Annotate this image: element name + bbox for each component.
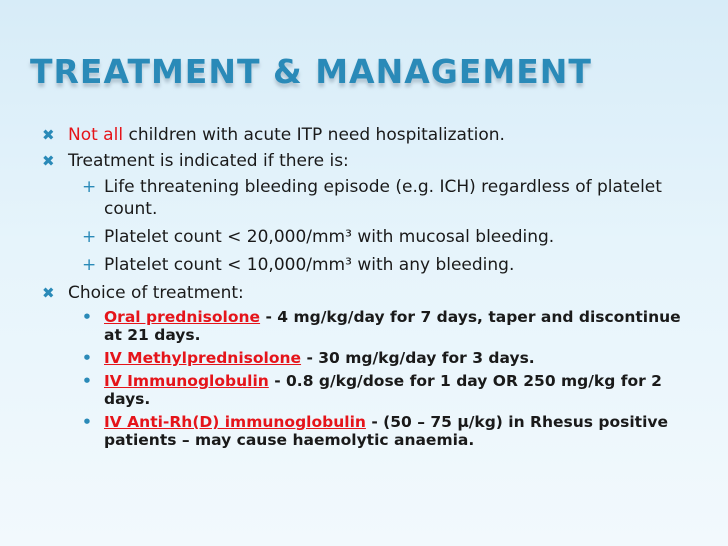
- cross-bullet-icon: ✖: [42, 284, 55, 302]
- treatment-name: Oral prednisolone: [104, 308, 261, 326]
- bullet-highlight: Not all: [68, 125, 124, 145]
- sub-bullet-text: Platelet count < 10,000/mm³ with any bleeding.: [104, 255, 515, 275]
- treatment-item: [42, 372, 702, 408]
- dot-bullet-icon: •: [82, 372, 92, 390]
- treatment-name: IV Immunoglobulin: [104, 372, 269, 390]
- bullet-text: children with acute ITP need hospitalization.: [123, 125, 505, 145]
- bullet-item: [42, 124, 702, 146]
- sub-bullet-item: [42, 176, 702, 220]
- treatment-item: [42, 413, 702, 449]
- cross-bullet-icon: ✖: [42, 152, 55, 170]
- treatment-name: IV Methylprednisolone: [104, 349, 302, 367]
- plus-bullet-icon: +: [82, 177, 97, 197]
- bullet-item: [42, 282, 702, 304]
- sub-bullet-text: Life threatening bleeding episode (e.g. ICH) regardless of platelet count.: [104, 177, 662, 219]
- treatment-name: IV Anti-Rh(D) immunoglobulin: [104, 413, 366, 431]
- sub-bullet-item: [42, 226, 702, 248]
- treatment-item: [42, 308, 702, 344]
- dot-bullet-icon: •: [82, 349, 92, 367]
- dot-bullet-icon: •: [82, 413, 92, 431]
- treatment-item: [42, 349, 702, 367]
- cross-bullet-icon: ✖: [42, 126, 55, 144]
- sub-bullet-text: Platelet count < 20,000/mm³ with mucosal bleeding.: [104, 227, 555, 247]
- treatment-detail: - 4 mg/kg/day for 7 days, taper and discontinue at 21 days.: [104, 308, 681, 344]
- bullet-text: Choice of treatment:: [68, 283, 244, 303]
- treatment-detail: - (50 – 75 μ/kg) in Rhesus positive patients – may cause haemolytic anaemia.: [104, 413, 669, 449]
- bullet-item: [42, 150, 702, 172]
- slide-title: TREATMENT & MANAGEMENT: [30, 52, 592, 91]
- bullet-text: Treatment is indicated if there is:: [68, 151, 349, 171]
- plus-bullet-icon: +: [82, 255, 97, 275]
- sub-bullet-item: [42, 254, 702, 276]
- plus-bullet-icon: +: [82, 227, 97, 247]
- treatment-detail: - 30 mg/kg/day for 3 days.: [301, 349, 535, 367]
- slide-content: [42, 124, 702, 454]
- dot-bullet-icon: •: [82, 308, 92, 326]
- treatment-detail: - 0.8 g/kg/dose for 1 day OR 250 mg/kg for 2 days.: [104, 372, 662, 408]
